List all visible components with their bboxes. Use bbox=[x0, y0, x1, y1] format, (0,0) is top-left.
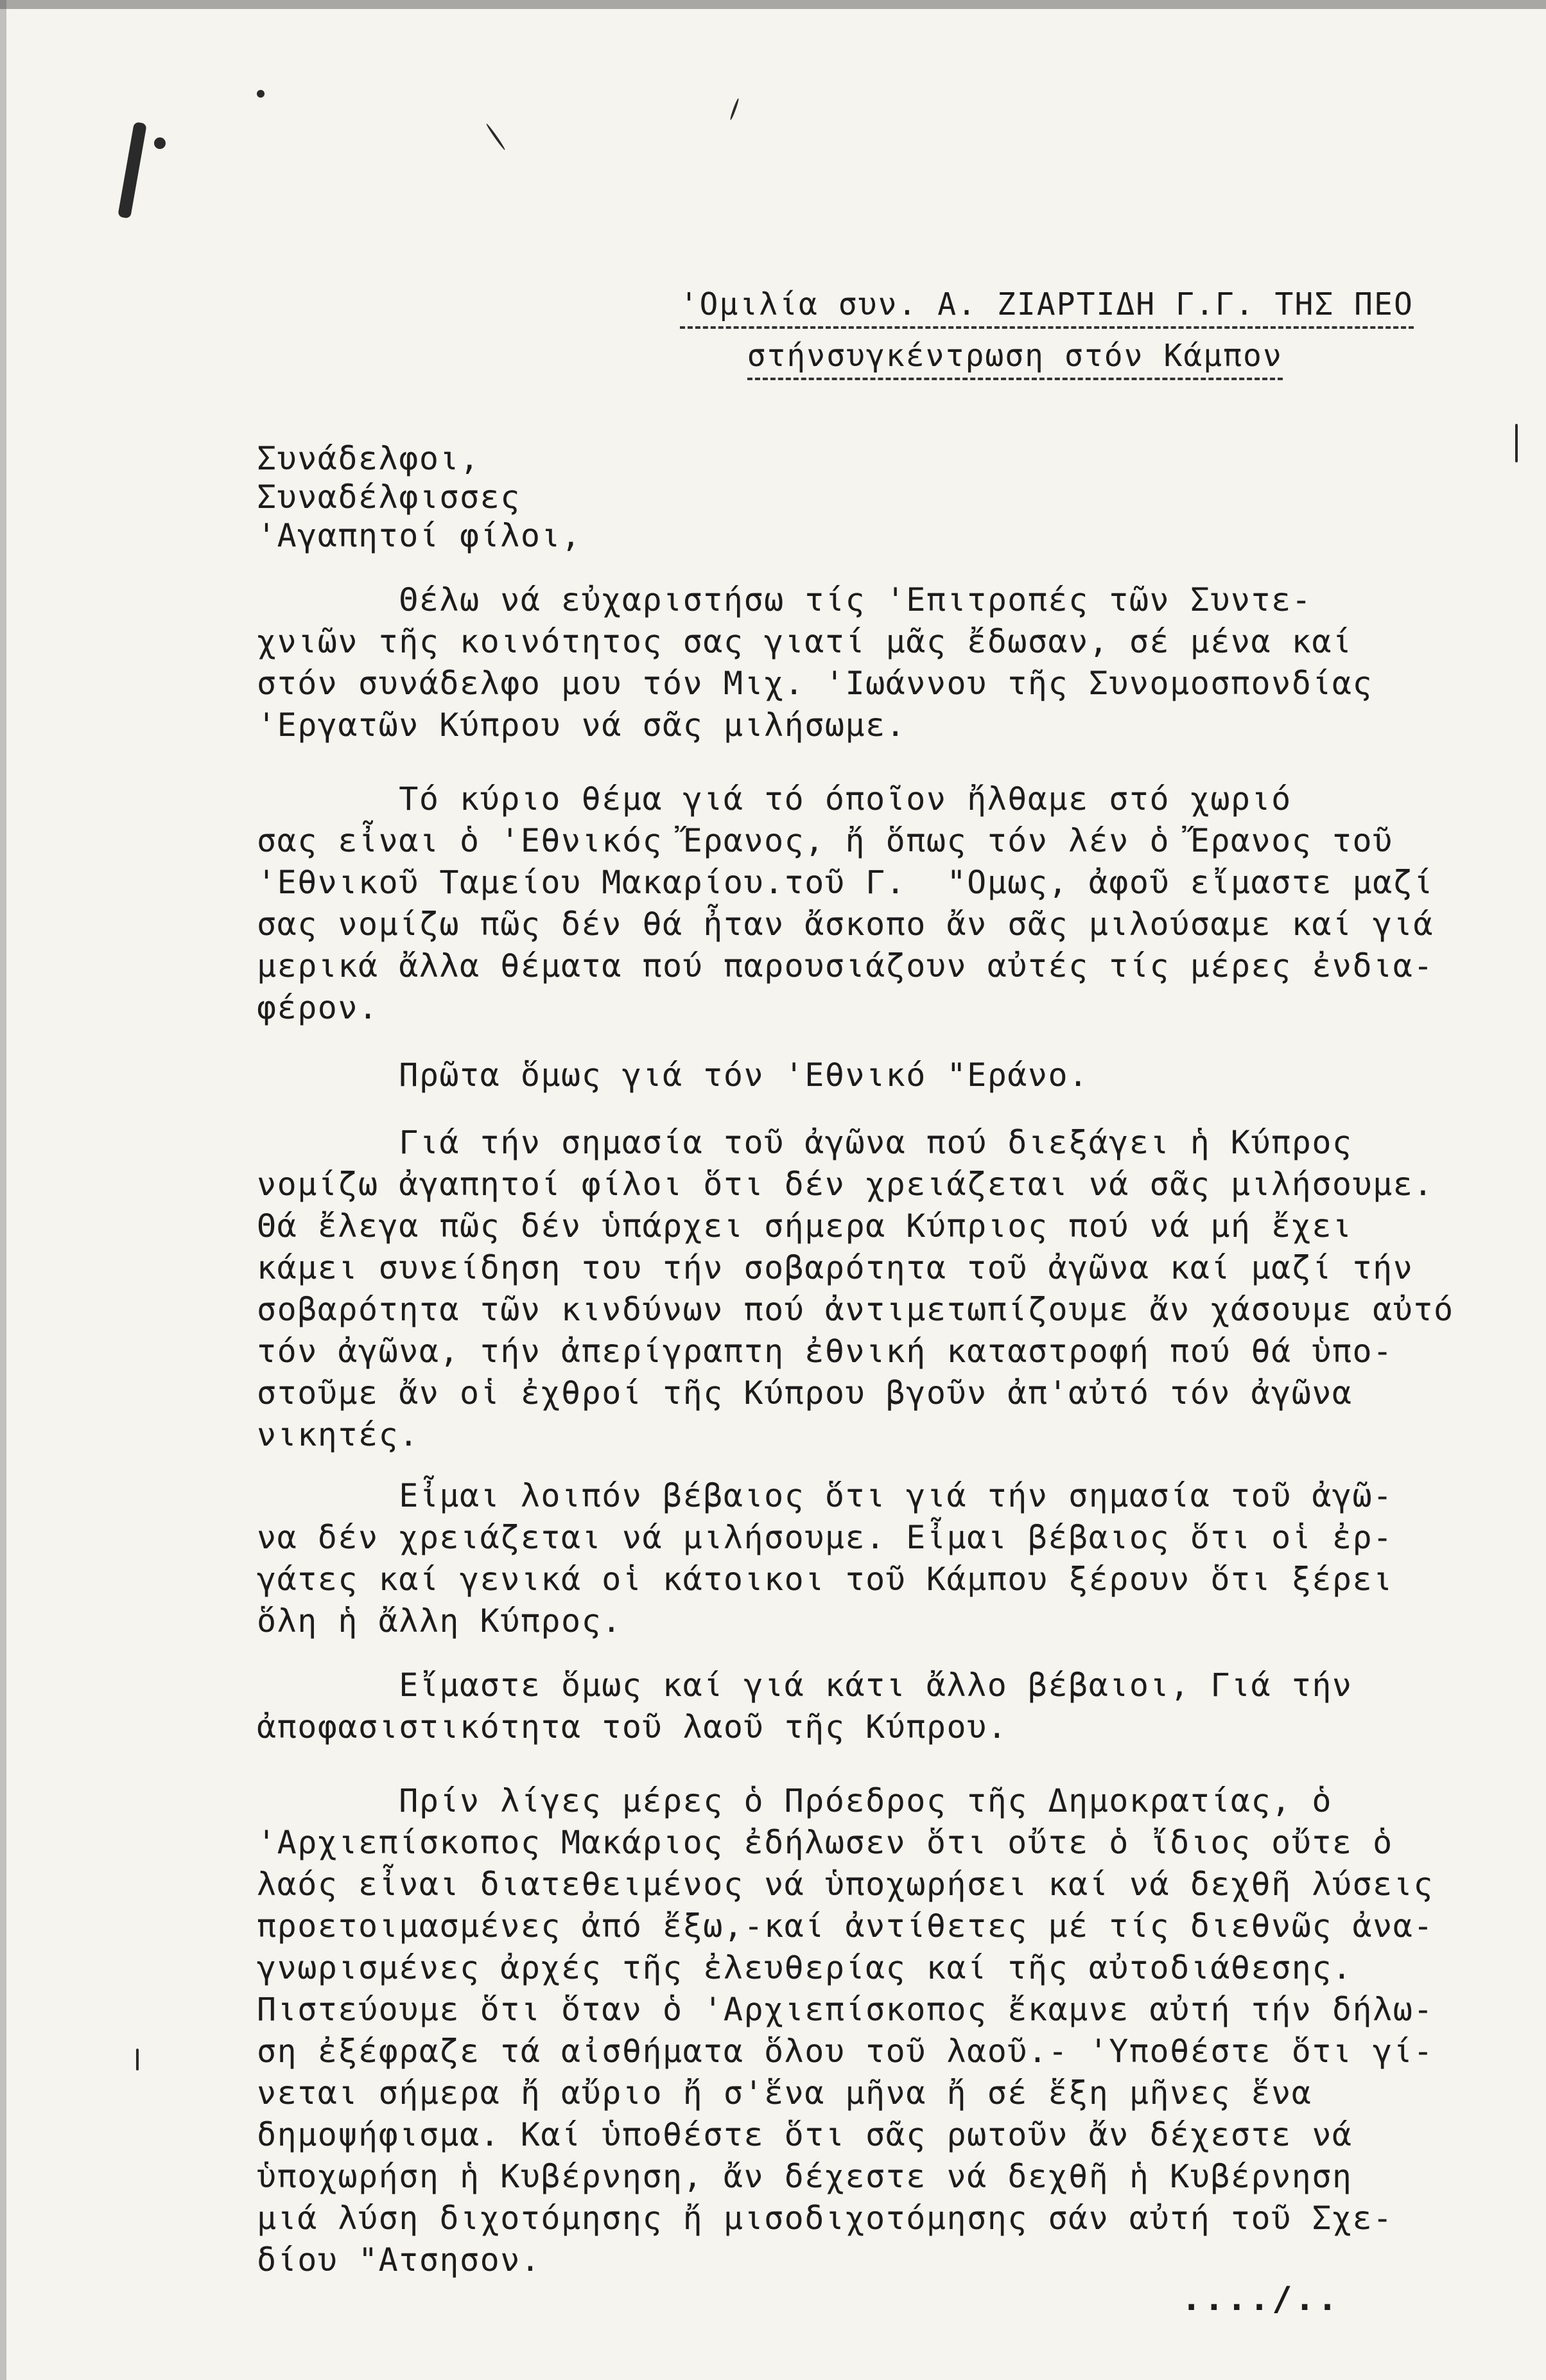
body-line: δίου "Ατσησον. bbox=[257, 2241, 541, 2279]
body-line: 'Εργατῶν Κύπρου νά σᾶς μιλήσωμε. bbox=[257, 706, 907, 744]
scan-speck bbox=[117, 121, 147, 218]
body-line: τόν ἀγῶνα, τήν ἀπερίγραπτη ἐθνική καταστροφή πού θά ὑπο- bbox=[257, 1333, 1393, 1370]
scan-speck bbox=[154, 137, 166, 149]
body-line: Πρῶτα ὅμως γιά τόν 'Εθνικό "Εράνο. bbox=[257, 1056, 1089, 1094]
body-line: λαός εἶναι διατεθειμένος νά ὑποχωρήσει καί νά δεχθῆ λύσεις bbox=[257, 1866, 1434, 1903]
scan-speck bbox=[136, 2049, 139, 2070]
body-line: να δέν χρειάζεται νά μιλήσουμε. Εἶμαι βέβαιος ὅτι οἱ ἐρ- bbox=[257, 1519, 1393, 1556]
scan-speck bbox=[0, 0, 1546, 9]
body-line: φέρον. bbox=[257, 989, 379, 1026]
body-line: στόν συνάδελφο μου τόν Μιχ. 'Ιωάννου τῆς Συνομοσπονδίας bbox=[257, 665, 1373, 702]
body-line: ἀποφασιστικότητα τοῦ λαοῦ τῆς Κύπρου. bbox=[257, 1708, 1008, 1746]
scan-speck bbox=[0, 0, 6, 2380]
body-line: Πρίν λίγες μέρες ὁ Πρόεδρος τῆς Δημοκρατίας, ὁ bbox=[257, 1782, 1332, 1819]
title-text: 'Ομιλία συν. Α. ΖΙΑΡΤΙΔΗ Γ.Γ. ΤΗΣ ΠΕΟ bbox=[680, 286, 1414, 329]
body-line: Τό κύριο θέμα γιά τό όποῖον ἤλθαμε στό χωριό bbox=[257, 780, 1292, 818]
body-line: 'Εθνικοῦ Ταμείου Μακαρίου.τοῦ Γ. "Ομως, ἀφοῦ εἴμαστε μαζί bbox=[257, 864, 1434, 901]
body-line: δημοψήφισμα. Καί ὑποθέστε ὅτι σᾶς ρωτοῦν ἄν δέχεστε νά bbox=[257, 2116, 1353, 2153]
body-line: κάμει συνείδηση του τήν σοβαρότητα τοῦ ἀγῶνα καί μαζί τήν bbox=[257, 1249, 1414, 1286]
salutation-line: Συναδέλφισσες bbox=[257, 478, 521, 516]
body-line: νομίζω ἀγαπητοί φίλοι ὅτι δέν χρειάζεται νά σᾶς μιλήσουμε. bbox=[257, 1166, 1434, 1203]
body-line: Πιστεύουμε ὅτι ὅταν ὁ 'Αρχιεπίσκοπος ἔκαμνε αὐτή τήν δήλω- bbox=[257, 1991, 1434, 2028]
scan-speck bbox=[729, 98, 740, 120]
salutation-line: 'Αγαπητοί φίλοι, bbox=[257, 517, 582, 554]
body-line: νικητές. bbox=[257, 1416, 419, 1453]
body-line: σας εἶναι ὁ 'Εθνικός Ἔρανος, ἤ ὅπως τόν λέν ὁ Ἔρανος τοῦ bbox=[257, 822, 1393, 859]
body-line: στοῦμε ἄν οἱ ἐχθροί τῆς Κύπρου βγοῦν ἀπ'αὐτό τόν ἀγῶνα bbox=[257, 1374, 1353, 1412]
title-text: στήνσυγκέντρωση στόν Κάμπον bbox=[747, 338, 1283, 380]
body-line: γνωρισμένες ἀρχές τῆς ἐλευθερίας καί τῆς αὐτοδιάθεσης. bbox=[257, 1949, 1353, 1986]
body-line: Γιά τήν σημασία τοῦ ἀγῶνα πού διεξάγει ἡ Κύπρος bbox=[257, 1124, 1353, 1161]
speech-title-line2 bbox=[668, 302, 1283, 410]
body-line: σας νομίζω πῶς δέν θά ἦταν ἄσκοπο ἄν σᾶς μιλούσαμε καί γιά bbox=[257, 906, 1434, 943]
body-line: Θά ἔλεγα πῶς δέν ὑπάρχει σήμερα Κύπριος πού νά μή ἔχει bbox=[257, 1207, 1353, 1245]
body-line: προετοιμασμένες ἀπό ἔξω,-καί ἀντίθετες μέ τίς διεθνῶς ἀνα- bbox=[257, 1907, 1434, 1945]
body-line: γάτες καί γενικά οἱ κάτοικοι τοῦ Κάμπου ξέρουν ὅτι ξέρει bbox=[257, 1561, 1393, 1598]
body-line: Εἶμαι λοιπόν βέβαιος ὅτι γιά τήν σημασία τοῦ ἀγῶ- bbox=[257, 1477, 1393, 1514]
continuation-mark: ..../.. bbox=[1181, 2280, 1341, 2318]
body-line: μιά λύση διχοτόμησης ἤ μισοδιχοτόμησης σάν αὐτή τοῦ Σχε- bbox=[257, 2200, 1393, 2237]
body-line: ὑποχωρήση ἡ Κυβέρνηση, ἄν δέχεστε νά δεχθῆ ἡ Κυβέρνηση bbox=[257, 2158, 1353, 2195]
body-line: χνιῶν τῆς κοινότητος σας γιατί μᾶς ἔδωσαν, σέ μένα καί bbox=[257, 623, 1353, 660]
body-line: νεται σήμερα ἤ αὔριο ἤ σ'ἕνα μῆνα ἤ σέ ἕξη μῆνες ἕνα bbox=[257, 2074, 1312, 2112]
body-line: μερικά ἄλλα θέματα πού παρουσιάζουν αὐτές τίς μέρες ἐνδια- bbox=[257, 947, 1434, 984]
body-line: Θέλω νά εὐχαριστήσω τίς 'Επιτροπές τῶν Συντε- bbox=[257, 581, 1312, 618]
scan-speck bbox=[1515, 424, 1518, 462]
scan-speck bbox=[485, 123, 506, 150]
body-line: 'Αρχιεπίσκοπος Μακάριος ἐδήλωσεν ὅτι οὔτε ὁ ἴδιος οὔτε ὁ bbox=[257, 1824, 1393, 1861]
body-line: ση ἐξέφραζε τά αἰσθήματα ὅλου τοῦ λαοῦ.- 'Υποθέστε ὅτι γί- bbox=[257, 2033, 1434, 2070]
body-line: σοβαρότητα τῶν κινδύνων πού ἀντιμετωπίζουμε ἄν χάσουμε αὐτό bbox=[257, 1291, 1454, 1328]
scan-speck bbox=[257, 90, 265, 98]
body-line: Εἴμαστε ὅμως καί γιά κάτι ἄλλο βέβαιοι, Γιά τήν bbox=[257, 1667, 1353, 1704]
body-line: ὅλη ἡ ἄλλη Κύπρος. bbox=[257, 1602, 622, 1640]
salutation-line: Συνάδελφοι, bbox=[257, 440, 480, 477]
